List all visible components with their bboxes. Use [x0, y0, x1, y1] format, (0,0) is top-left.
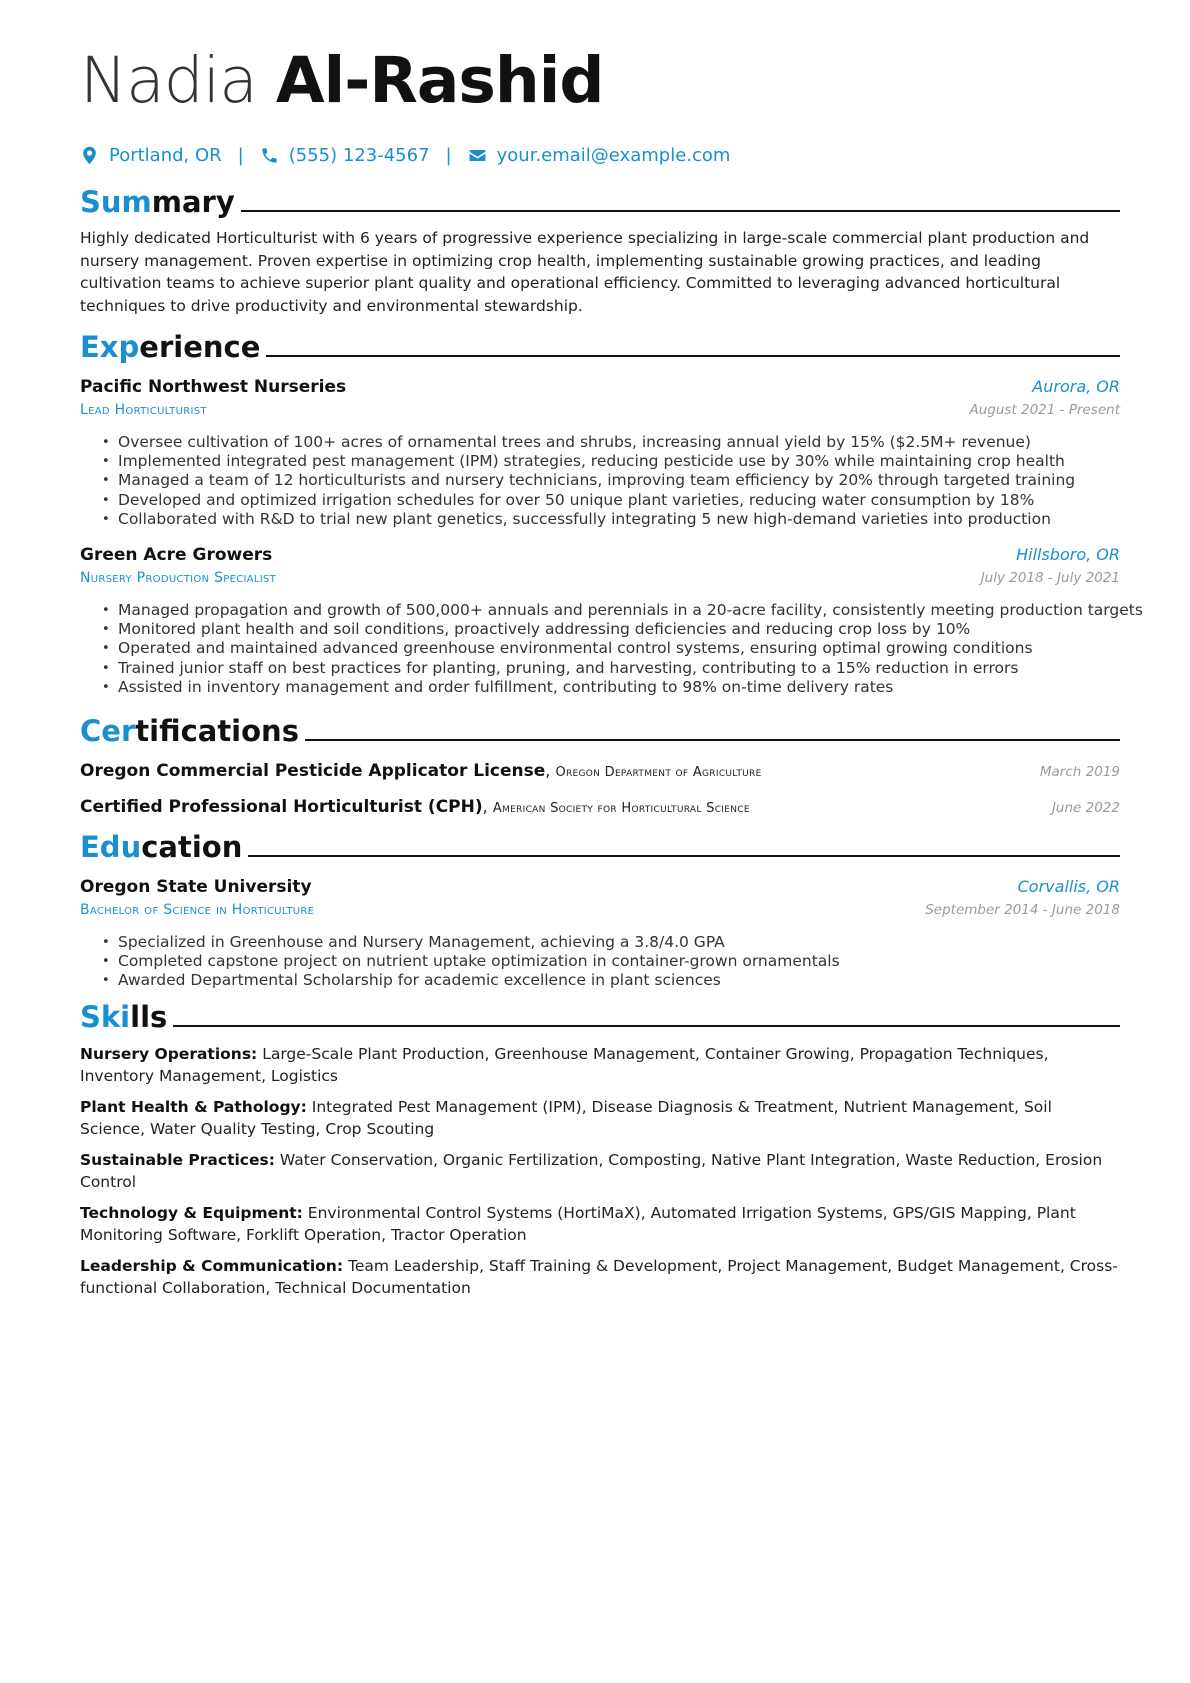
- list-item: • Collaborated with R&D to trial new plant genetics, successfully integrating 5 new high-demand varieties into production: [80, 510, 1120, 529]
- list-item: • Specialized in Greenhouse and Nursery Management, achieving a 3.8/4.0 GPA: [80, 933, 1120, 952]
- skill-group: [80, 1149, 1120, 1194]
- job-dates: July 2018 - July 2021: [980, 570, 1120, 587]
- email-link[interactable]: your.email@example.com: [496, 144, 731, 166]
- certification-issuer: Oregon Department of Agriculture: [555, 765, 762, 781]
- experience-entry: [80, 543, 1143, 697]
- contact-separator: |: [445, 144, 452, 166]
- skill-label: Technology & Equipment:: [80, 1203, 303, 1222]
- contact-phone[interactable]: [260, 145, 430, 166]
- list-item: • Assisted in inventory management and order fulfillment, contributing to 98% on-time delivery rates: [80, 678, 1120, 697]
- experience-entry: [80, 375, 1120, 529]
- degree: Bachelor of Science in Horticulture: [80, 902, 315, 919]
- skill-label: Nursery Operations:: [80, 1044, 258, 1063]
- skill-label: Plant Health & Pathology:: [80, 1097, 307, 1116]
- employer-location: Hillsboro, OR: [1016, 545, 1120, 565]
- school-location: Corvallis, OR: [1017, 877, 1120, 897]
- section-title: Experience: [80, 330, 261, 364]
- certification-item: Oregon Commercial Pesticide Applicator License, Oregon Department of Agriculture March 2019: [80, 761, 1120, 782]
- list-item: • Managed a team of 12 horticulturists and nursery technicians, improving team efficiency by 20% through targeted training: [80, 471, 1120, 490]
- skill-text: Large-Scale Plant Production, Greenhouse Management, Container Growing, Propagation Techniques, Inventory Management, Logistics: [80, 1044, 1049, 1086]
- section-experience-heading: [80, 327, 1120, 365]
- section-rule: [305, 739, 1120, 741]
- list-item: • Operated and maintained advanced greenhouse environmental control systems, ensuring optimal growing conditions: [80, 639, 1120, 658]
- certification-item: Certified Professional Horticulturist (CPH), American Society for Horticultural Science June 2022: [80, 797, 1120, 818]
- envelope-icon: [468, 146, 487, 165]
- achievement-list: [80, 601, 1143, 697]
- skill-group: [80, 1202, 1120, 1247]
- skill-text: Environmental Control Systems (HortiMaX), Automated Irrigation Systems, GPS/GIS Mapping, Plant Monitoring Software, Forklift Operation, Tractor Operation: [80, 1203, 1076, 1245]
- section-certifications-heading: [80, 711, 1120, 749]
- skill-text: Integrated Pest Management (IPM), Disease Diagnosis & Treatment, Nutrient Management, Soil Science, Water Quality Testing, Crop Scouting: [80, 1097, 1052, 1139]
- job-dates: August 2021 - Present: [969, 402, 1120, 418]
- location-text: Portland, OR: [109, 144, 222, 166]
- list-item: • Trained junior staff on best practices for planting, pruning, and harvesting, contributing to a 15% reduction in errors: [80, 659, 1120, 678]
- list-item: • Oversee cultivation of 100+ acres of ornamental trees and shrubs, increasing annual yield by 15% ($2.5M+ revenue): [80, 433, 1120, 452]
- contact-bar: [80, 142, 1120, 168]
- education-dates: September 2014 - June 2018: [925, 902, 1120, 919]
- employer-name: Green Acre Growers: [80, 545, 273, 566]
- section-rule: [266, 355, 1120, 357]
- list-item: • Completed capstone project on nutrient uptake optimization in container-grown ornamentals: [80, 952, 1120, 971]
- phone-icon: [260, 146, 279, 165]
- skill-group: [80, 1043, 1120, 1088]
- education-list: [80, 933, 1120, 991]
- skill-text: Water Conservation, Organic Fertilization, Composting, Native Plant Integration, Waste Reduction, Erosion Control: [80, 1150, 1103, 1192]
- list-item: • Developed and optimized irrigation schedules for over 50 unique plant varieties, reducing water consumption by 18%: [80, 491, 1120, 510]
- list-item: • Monitored plant health and soil conditions, proactively addressing deficiencies and reducing crop loss by 10%: [80, 620, 1120, 639]
- certification-date: March 2019: [1039, 764, 1120, 781]
- first-name: Nadia: [80, 44, 257, 117]
- section-skills-heading: [80, 997, 1120, 1035]
- summary-text: Highly dedicated Horticulturist with 6 years of progressive experience specializing in large-scale commercial plant production and nursery management. Proven expertise in optimizing crop health, implementing sustainable growing practices, and leading cultivation teams to achieve superior plant quality and operational efficiency. Committed to leveraging advanced horticultural techniques to drive productivity and environmental stewardship.: [80, 229, 1090, 315]
- section-education-heading: [80, 827, 1120, 865]
- list-item: • Awarded Departmental Scholarship for academic excellence in plant sciences: [80, 971, 1120, 990]
- contact-location: [80, 145, 222, 166]
- skill-group: [80, 1096, 1120, 1141]
- employer-name: Pacific Northwest Nurseries: [80, 377, 347, 397]
- job-title: Lead Horticulturist: [80, 402, 207, 418]
- list-item: • Managed propagation and growth of 500,000+ annuals and perennials in a 20-acre facility, consistently meeting production targets: [80, 601, 1120, 620]
- contact-email[interactable]: [468, 145, 731, 166]
- section-title: Skills: [80, 999, 168, 1034]
- certification-date: June 2022: [1051, 800, 1120, 817]
- section-rule: [248, 855, 1120, 857]
- education-entry: [80, 875, 1120, 991]
- achievement-list: [80, 433, 1120, 529]
- certification-name: Oregon Commercial Pesticide Applicator License: [80, 761, 546, 782]
- skill-label: Leadership & Communication:: [80, 1256, 344, 1275]
- resume-page: [80, 40, 1143, 1300]
- skill-group: [80, 1255, 1120, 1300]
- certification-name: Certified Professional Horticulturist (CPH): [80, 797, 483, 818]
- skill-text: Team Leadership, Staff Training & Development, Project Management, Budget Management, Cross-functional Collaboration, Technical Documentation: [80, 1256, 1118, 1298]
- section-rule: [173, 1025, 1120, 1027]
- job-title: Nursery Production Specialist: [80, 570, 277, 587]
- last-name: Al-Rashid: [275, 44, 604, 117]
- certification-issuer: American Society for Horticultural Science: [492, 801, 750, 817]
- section-title: Certifications: [80, 714, 299, 749]
- school-name: Oregon State University: [80, 877, 312, 898]
- section-title: Education: [80, 830, 243, 865]
- contact-separator: |: [237, 144, 244, 166]
- employer-location: Aurora, OR: [1032, 377, 1120, 396]
- section-title: Summary: [80, 185, 235, 219]
- skill-label: Sustainable Practices:: [80, 1150, 275, 1169]
- section-summary-heading: [80, 182, 1120, 220]
- phone-text: (555) 123-4567: [288, 144, 430, 166]
- list-item: • Implemented integrated pest management (IPM) strategies, reducing pesticide use by 30% while maintaining crop health: [80, 452, 1120, 471]
- candidate-name: [80, 40, 1120, 122]
- map-marker-icon: [80, 146, 99, 165]
- section-rule: [241, 210, 1120, 212]
